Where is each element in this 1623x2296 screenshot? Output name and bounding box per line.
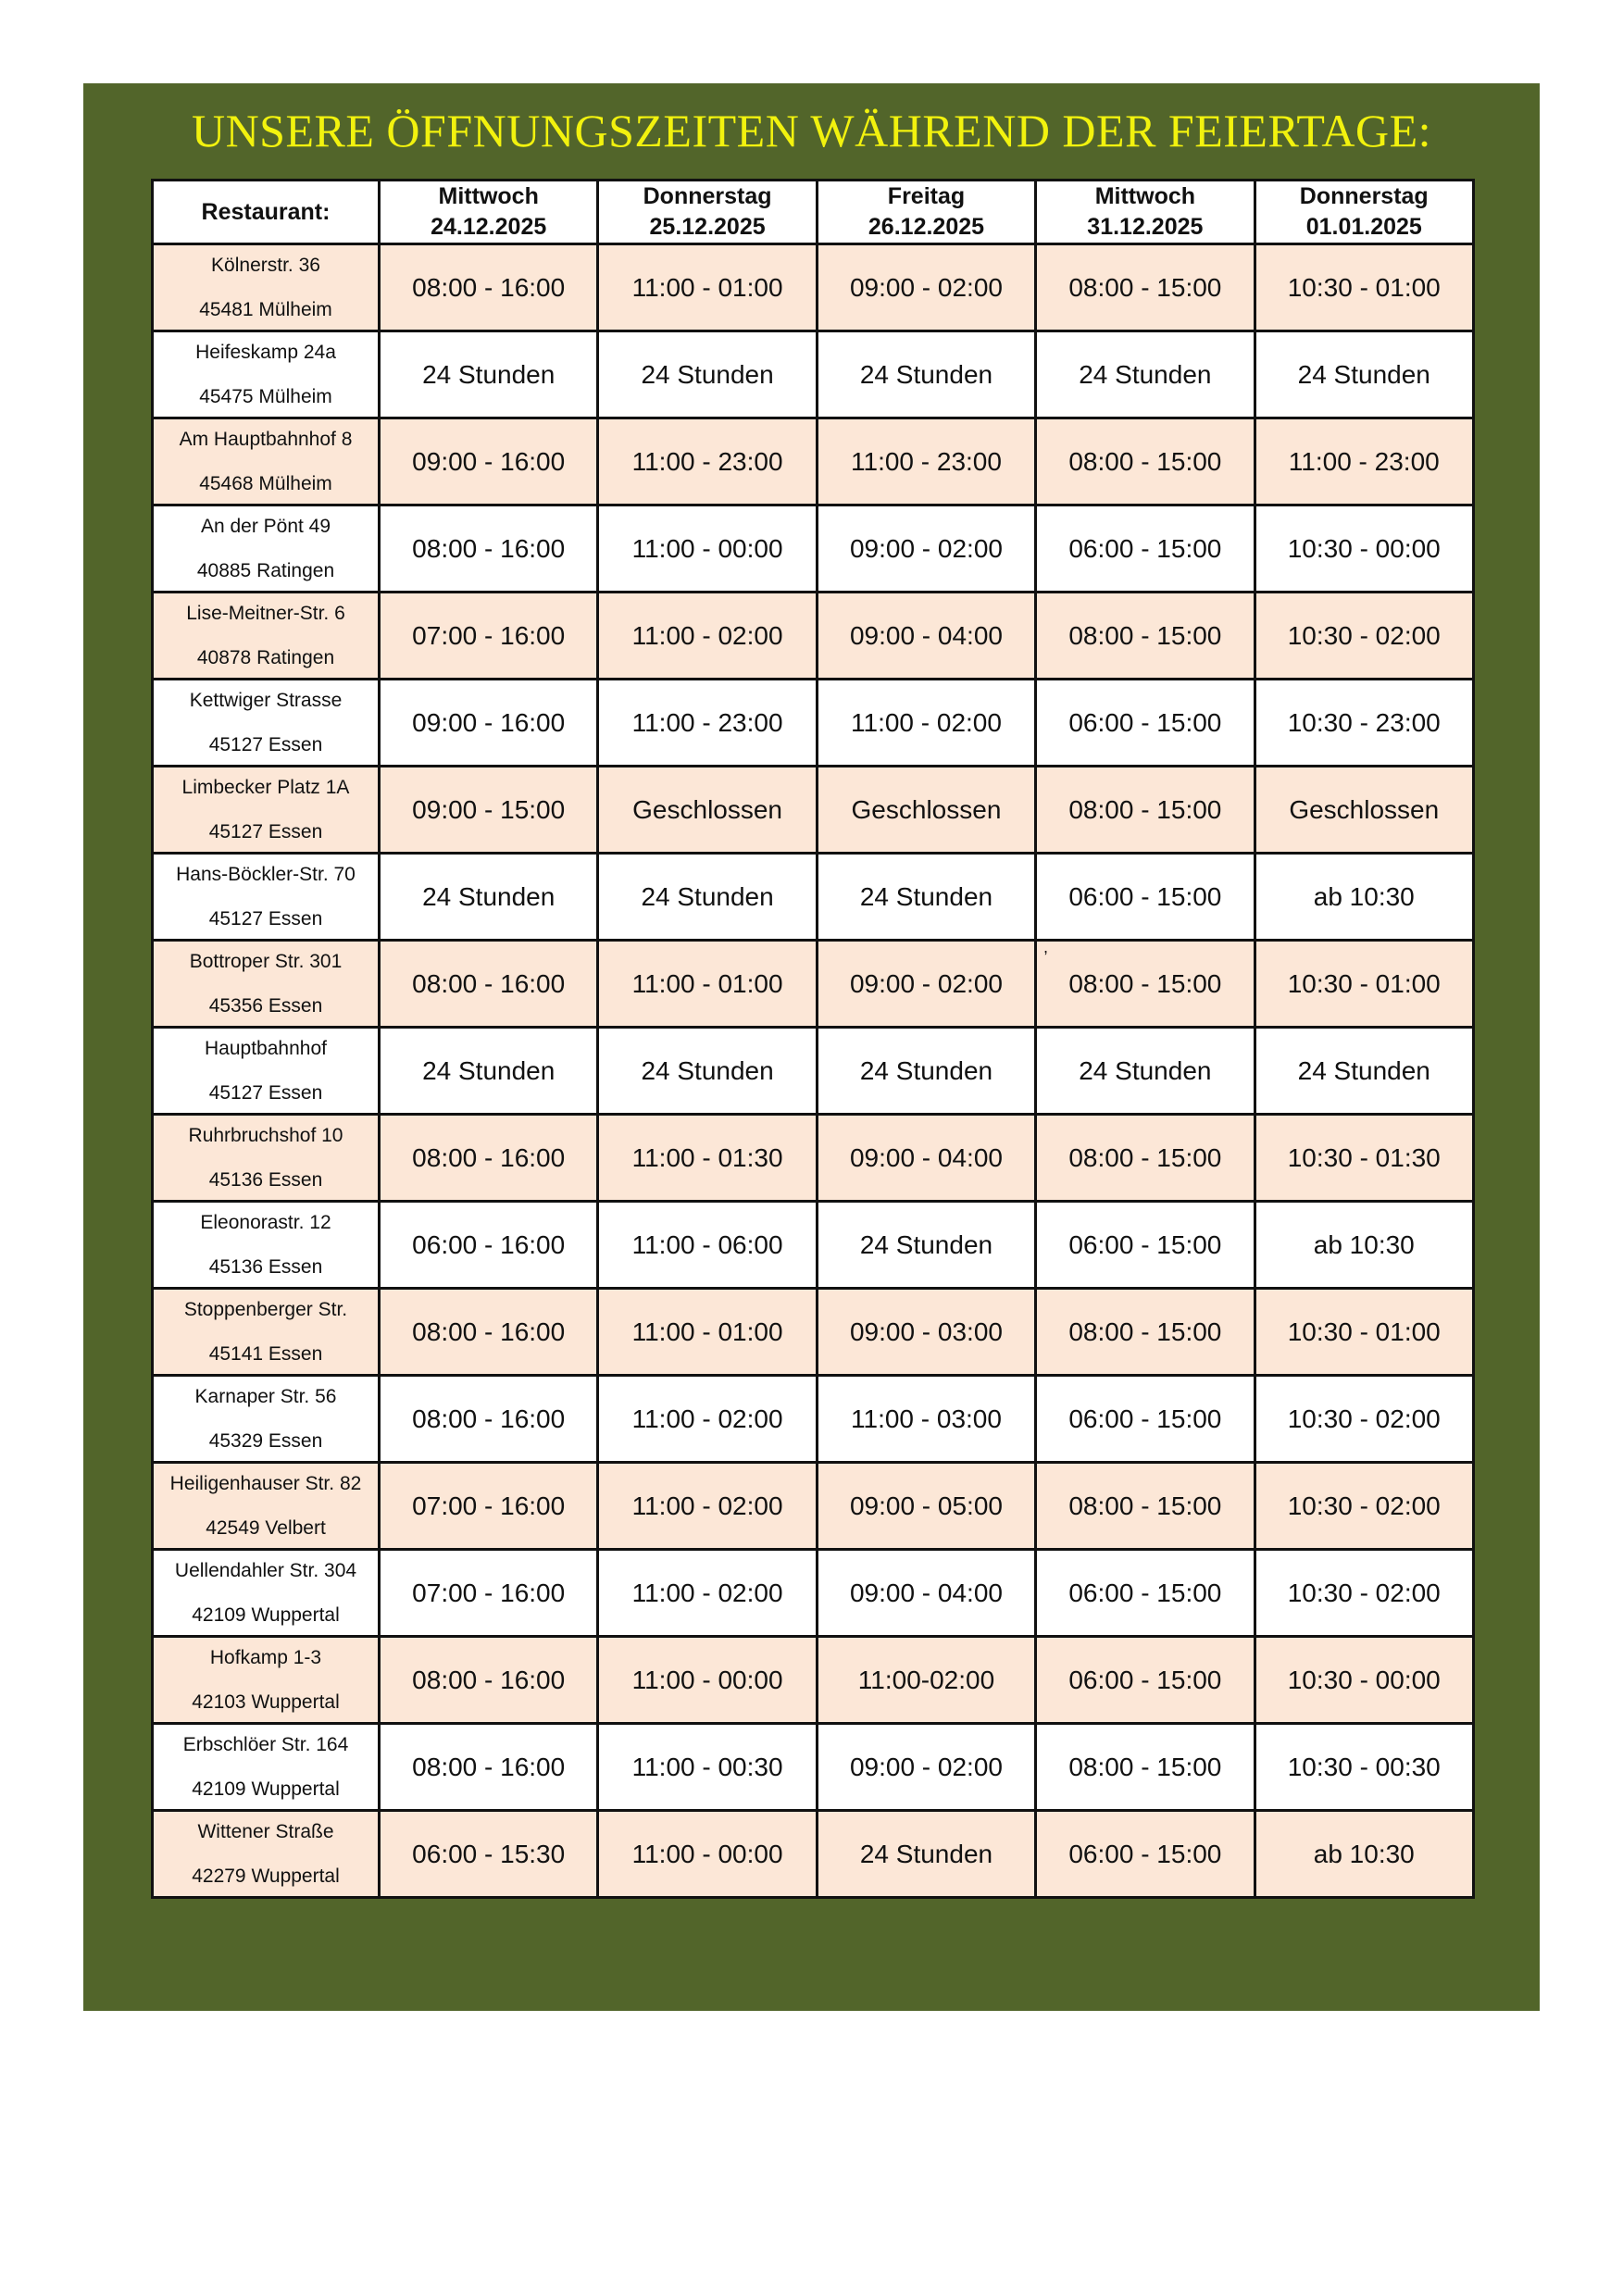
opening-hours-cell: 06:00 - 15:00 <box>1036 505 1255 593</box>
header-day-3 <box>817 181 1035 244</box>
opening-hours-cell: 11:00 - 23:00 <box>1255 418 1473 505</box>
opening-hours-cell: 10:30 - 01:30 <box>1255 1115 1473 1202</box>
table-row <box>153 1289 1474 1376</box>
restaurant-city: 42279 Wuppertal <box>192 1865 340 1887</box>
opening-hours-cell: 10:30 - 01:00 <box>1255 244 1473 331</box>
opening-hours-cell: 06:00 - 15:00 <box>1036 1637 1255 1724</box>
opening-hours-cell: 08:00 - 16:00 <box>380 244 598 331</box>
opening-hours-cell: 11:00 - 23:00 <box>817 418 1035 505</box>
restaurant-street: Limbecker Platz 1A <box>181 776 350 798</box>
header-day-name: Freitag <box>887 183 966 209</box>
header-restaurant: Restaurant: <box>153 181 380 244</box>
header-day-date: 24.12.2025 <box>431 214 547 240</box>
header-day-5 <box>1255 181 1473 244</box>
table-row <box>153 1724 1474 1811</box>
restaurant-street: Eleonorastr. 12 <box>200 1211 331 1233</box>
opening-hours-cell: Geschlossen <box>817 767 1035 854</box>
restaurant-street: Wittener Straße <box>197 1820 334 1842</box>
opening-hours-cell: 11:00 - 02:00 <box>598 1463 817 1550</box>
restaurant-city: 45481 Mülheim <box>199 298 332 320</box>
opening-hours-cell: 08:00 - 16:00 <box>380 1637 598 1724</box>
restaurant-city: 42549 Velbert <box>206 1516 326 1539</box>
restaurant-address-cell <box>153 331 380 418</box>
table-row <box>153 1028 1474 1115</box>
opening-hours-cell: 11:00 - 02:00 <box>817 680 1035 767</box>
opening-hours-cell: 11:00 - 01:00 <box>598 941 817 1028</box>
opening-hours-cell: 09:00 - 05:00 <box>817 1463 1035 1550</box>
opening-hours-cell: 10:30 - 01:00 <box>1255 941 1473 1028</box>
restaurant-city: 45136 Essen <box>208 1255 323 1278</box>
restaurant-address-cell <box>153 1115 380 1202</box>
opening-hours-cell: 24 Stunden <box>1036 331 1255 418</box>
opening-hours-cell: 08:00 - 16:00 <box>380 1115 598 1202</box>
opening-hours-cell: 07:00 - 16:00 <box>380 593 598 680</box>
opening-hours-cell: 11:00 - 00:30 <box>598 1724 817 1811</box>
restaurant-street: Heifeskamp 24a <box>195 341 336 363</box>
opening-hours-cell: ab 10:30 <box>1255 1811 1473 1898</box>
table-row <box>153 593 1474 680</box>
header-day-4 <box>1036 181 1255 244</box>
header-day-date: 01.01.2025 <box>1305 214 1422 240</box>
opening-hours-cell: 10:30 - 02:00 <box>1255 593 1473 680</box>
table-row <box>153 1202 1474 1289</box>
opening-hours-table <box>151 179 1475 1899</box>
restaurant-city: 45127 Essen <box>208 907 323 930</box>
restaurant-street: Heiligenhauser Str. 82 <box>169 1472 362 1494</box>
opening-hours-cell: 11:00-02:00 <box>817 1637 1035 1724</box>
restaurant-city: 42109 Wuppertal <box>192 1603 340 1626</box>
restaurant-city: 45127 Essen <box>208 733 323 755</box>
opening-hours-cell: 08:00 - 16:00 <box>380 941 598 1028</box>
opening-hours-cell: 09:00 - 15:00 <box>380 767 598 854</box>
page-title: UNSERE ÖFFNUNGSZEITEN WÄHREND DER FEIERTAGE: <box>191 105 1432 156</box>
restaurant-address-cell <box>153 1289 380 1376</box>
opening-hours-cell: 24 Stunden <box>598 331 817 418</box>
opening-hours-cell: 11:00 - 01:00 <box>598 244 817 331</box>
header-day-2 <box>598 181 817 244</box>
opening-hours-cell: 06:00 - 15:30 <box>380 1811 598 1898</box>
restaurant-address-cell <box>153 767 380 854</box>
opening-hours-cell: 10:30 - 02:00 <box>1255 1463 1473 1550</box>
opening-hours-cell: 08:00 - 15:00 <box>1036 767 1255 854</box>
restaurant-city: 45127 Essen <box>208 1081 323 1104</box>
header-day-name: Donnerstag <box>643 183 772 209</box>
table-header-row <box>153 181 1474 244</box>
table-row <box>153 1115 1474 1202</box>
opening-hours-cell: 09:00 - 03:00 <box>817 1289 1035 1376</box>
restaurant-street: An der Pönt 49 <box>200 515 331 537</box>
opening-hours-cell: 24 Stunden <box>1255 331 1473 418</box>
opening-hours-cell: 10:30 - 02:00 <box>1255 1376 1473 1463</box>
opening-hours-cell: Geschlossen <box>598 767 817 854</box>
opening-hours-cell: 11:00 - 00:00 <box>598 1637 817 1724</box>
stray-mark: , <box>1043 938 1049 956</box>
table-row <box>153 505 1474 593</box>
opening-hours-cell: 06:00 - 16:00 <box>380 1202 598 1289</box>
restaurant-address-cell <box>153 941 380 1028</box>
opening-hours-cell: 06:00 - 15:00 <box>1036 1202 1255 1289</box>
opening-hours-cell: 08:00 - 15:00 <box>1036 1289 1255 1376</box>
opening-hours-cell: 09:00 - 02:00 <box>817 1724 1035 1811</box>
opening-hours-cell: 11:00 - 01:00 <box>598 1289 817 1376</box>
opening-hours-cell: 24 Stunden <box>380 854 598 941</box>
table-body <box>153 244 1474 1898</box>
opening-hours-cell: 08:00 - 15:00 <box>1036 1115 1255 1202</box>
table-row <box>153 1811 1474 1898</box>
opening-hours-cell: 09:00 - 02:00 <box>817 505 1035 593</box>
restaurant-street: Hauptbahnhof <box>205 1037 327 1059</box>
opening-hours-cell: 06:00 - 15:00 <box>1036 1811 1255 1898</box>
opening-hours-cell: 08:00 - 16:00 <box>380 1376 598 1463</box>
opening-hours-cell: Geschlossen <box>1255 767 1473 854</box>
restaurant-city: 45127 Essen <box>208 820 323 842</box>
restaurant-city: 45136 Essen <box>208 1168 323 1191</box>
opening-hours-cell: 10:30 - 23:00 <box>1255 680 1473 767</box>
opening-hours-cell: 24 Stunden <box>380 331 598 418</box>
opening-hours-cell: 24 Stunden <box>598 854 817 941</box>
table-row <box>153 244 1474 331</box>
restaurant-city: 42109 Wuppertal <box>192 1778 340 1800</box>
schedule-panel <box>83 83 1540 2011</box>
opening-hours-cell: 11:00 - 06:00 <box>598 1202 817 1289</box>
restaurant-address-cell <box>153 680 380 767</box>
restaurant-street: Erbschlöer Str. 164 <box>182 1733 349 1755</box>
restaurant-street: Hofkamp 1-3 <box>209 1646 322 1668</box>
restaurant-city: 40878 Ratingen <box>196 646 335 668</box>
restaurant-street: Kölnerstr. 36 <box>211 254 320 276</box>
opening-hours-cell: 11:00 - 00:00 <box>598 505 817 593</box>
opening-hours-cell: 08:00 - 15:00 <box>1036 941 1255 1028</box>
table-row <box>153 767 1474 854</box>
restaurant-street: Am Hauptbahnhof 8 <box>179 428 353 450</box>
opening-hours-cell: 24 Stunden <box>817 331 1035 418</box>
restaurant-address-cell <box>153 1637 380 1724</box>
restaurant-street: Uellendahler Str. 304 <box>174 1559 357 1581</box>
restaurant-street: Lise-Meitner-Str. 6 <box>186 602 345 624</box>
restaurant-address-cell <box>153 854 380 941</box>
restaurant-street: Ruhrbruchshof 10 <box>188 1124 343 1146</box>
opening-hours-cell: 10:30 - 00:00 <box>1255 1637 1473 1724</box>
restaurant-street: Karnaper Str. 56 <box>194 1385 337 1407</box>
table-row <box>153 1463 1474 1550</box>
opening-hours-cell: 08:00 - 15:00 <box>1036 1724 1255 1811</box>
restaurant-address-cell <box>153 1202 380 1289</box>
opening-hours-cell: 24 Stunden <box>817 1202 1035 1289</box>
opening-hours-cell: 11:00 - 23:00 <box>598 680 817 767</box>
restaurant-city: 45475 Mülheim <box>199 385 332 407</box>
opening-hours-cell: 24 Stunden <box>380 1028 598 1115</box>
opening-hours-cell: 08:00 - 16:00 <box>380 1289 598 1376</box>
opening-hours-cell: 06:00 - 15:00 <box>1036 680 1255 767</box>
opening-hours-cell: 06:00 - 15:00 <box>1036 854 1255 941</box>
opening-hours-cell: 08:00 - 15:00 <box>1036 1463 1255 1550</box>
opening-hours-cell: 06:00 - 15:00 <box>1036 1376 1255 1463</box>
restaurant-address-cell <box>153 1028 380 1115</box>
opening-hours-cell: 09:00 - 04:00 <box>817 593 1035 680</box>
opening-hours-cell: 07:00 - 16:00 <box>380 1463 598 1550</box>
restaurant-address-cell <box>153 1550 380 1637</box>
restaurant-address-cell <box>153 418 380 505</box>
restaurant-address-cell <box>153 1724 380 1811</box>
table-row <box>153 680 1474 767</box>
opening-hours-cell: 24 Stunden <box>817 1811 1035 1898</box>
opening-hours-cell: 08:00 - 16:00 <box>380 505 598 593</box>
restaurant-city: 45468 Mülheim <box>199 472 332 494</box>
header-day-date: 26.12.2025 <box>868 214 985 240</box>
opening-hours-cell: 11:00 - 02:00 <box>598 593 817 680</box>
table-row <box>153 331 1474 418</box>
opening-hours-cell: 10:30 - 02:00 <box>1255 1550 1473 1637</box>
opening-hours-cell: 11:00 - 02:00 <box>598 1550 817 1637</box>
opening-hours-cell: 09:00 - 16:00 <box>380 418 598 505</box>
restaurant-city: 45329 Essen <box>208 1429 323 1452</box>
opening-hours-cell: 11:00 - 03:00 <box>817 1376 1035 1463</box>
opening-hours-cell: 24 Stunden <box>1036 1028 1255 1115</box>
restaurant-address-cell <box>153 593 380 680</box>
opening-hours-cell: 09:00 - 02:00 <box>817 244 1035 331</box>
table-row <box>153 1550 1474 1637</box>
table-row <box>153 941 1474 1028</box>
opening-hours-cell: 08:00 - 15:00 <box>1036 418 1255 505</box>
opening-hours-cell: 11:00 - 00:00 <box>598 1811 817 1898</box>
restaurant-city: 45141 Essen <box>208 1342 323 1365</box>
opening-hours-cell: 09:00 - 02:00 <box>817 941 1035 1028</box>
table-row <box>153 1637 1474 1724</box>
opening-hours-cell: 08:00 - 15:00 <box>1036 593 1255 680</box>
opening-hours-cell: 11:00 - 01:30 <box>598 1115 817 1202</box>
table-row <box>153 854 1474 941</box>
opening-hours-cell: 08:00 - 15:00 <box>1036 244 1255 331</box>
opening-hours-cell: 24 Stunden <box>598 1028 817 1115</box>
opening-hours-cell: 10:30 - 00:00 <box>1255 505 1473 593</box>
opening-hours-cell: 24 Stunden <box>817 854 1035 941</box>
table-row <box>153 1376 1474 1463</box>
opening-hours-cell: 07:00 - 16:00 <box>380 1550 598 1637</box>
opening-hours-cell: 09:00 - 04:00 <box>817 1115 1035 1202</box>
header-day-name: Mittwoch <box>1094 183 1196 209</box>
opening-hours-cell: 24 Stunden <box>817 1028 1035 1115</box>
opening-hours-cell: 09:00 - 16:00 <box>380 680 598 767</box>
restaurant-street: Bottroper Str. 301 <box>189 950 343 972</box>
restaurant-address-cell <box>153 1376 380 1463</box>
restaurant-street: Kettwiger Strasse <box>189 689 343 711</box>
header-day-1 <box>380 181 598 244</box>
table-row <box>153 418 1474 505</box>
restaurant-address-cell <box>153 1811 380 1898</box>
opening-hours-cell: 10:30 - 00:30 <box>1255 1724 1473 1811</box>
opening-hours-cell: ab 10:30 <box>1255 1202 1473 1289</box>
opening-hours-cell: 11:00 - 23:00 <box>598 418 817 505</box>
restaurant-street: Stoppenberger Str. <box>183 1298 348 1320</box>
restaurant-address-cell <box>153 505 380 593</box>
restaurant-city: 40885 Ratingen <box>196 559 335 581</box>
opening-hours-cell: ab 10:30 <box>1255 854 1473 941</box>
opening-hours-cell: 10:30 - 01:00 <box>1255 1289 1473 1376</box>
opening-hours-cell: 24 Stunden <box>1255 1028 1473 1115</box>
header-day-date: 25.12.2025 <box>649 214 766 240</box>
restaurant-street: Hans-Böckler-Str. 70 <box>176 863 356 885</box>
header-day-name: Donnerstag <box>1299 183 1429 209</box>
header-day-date: 31.12.2025 <box>1087 214 1204 240</box>
opening-hours-cell: 08:00 - 16:00 <box>380 1724 598 1811</box>
restaurant-city: 45356 Essen <box>208 994 323 1017</box>
header-day-name: Mittwoch <box>438 183 539 209</box>
restaurant-address-cell <box>153 244 380 331</box>
restaurant-city: 42103 Wuppertal <box>192 1691 340 1713</box>
opening-hours-cell: 09:00 - 04:00 <box>817 1550 1035 1637</box>
opening-hours-cell: 11:00 - 02:00 <box>598 1376 817 1463</box>
restaurant-address-cell <box>153 1463 380 1550</box>
opening-hours-cell: 06:00 - 15:00 <box>1036 1550 1255 1637</box>
